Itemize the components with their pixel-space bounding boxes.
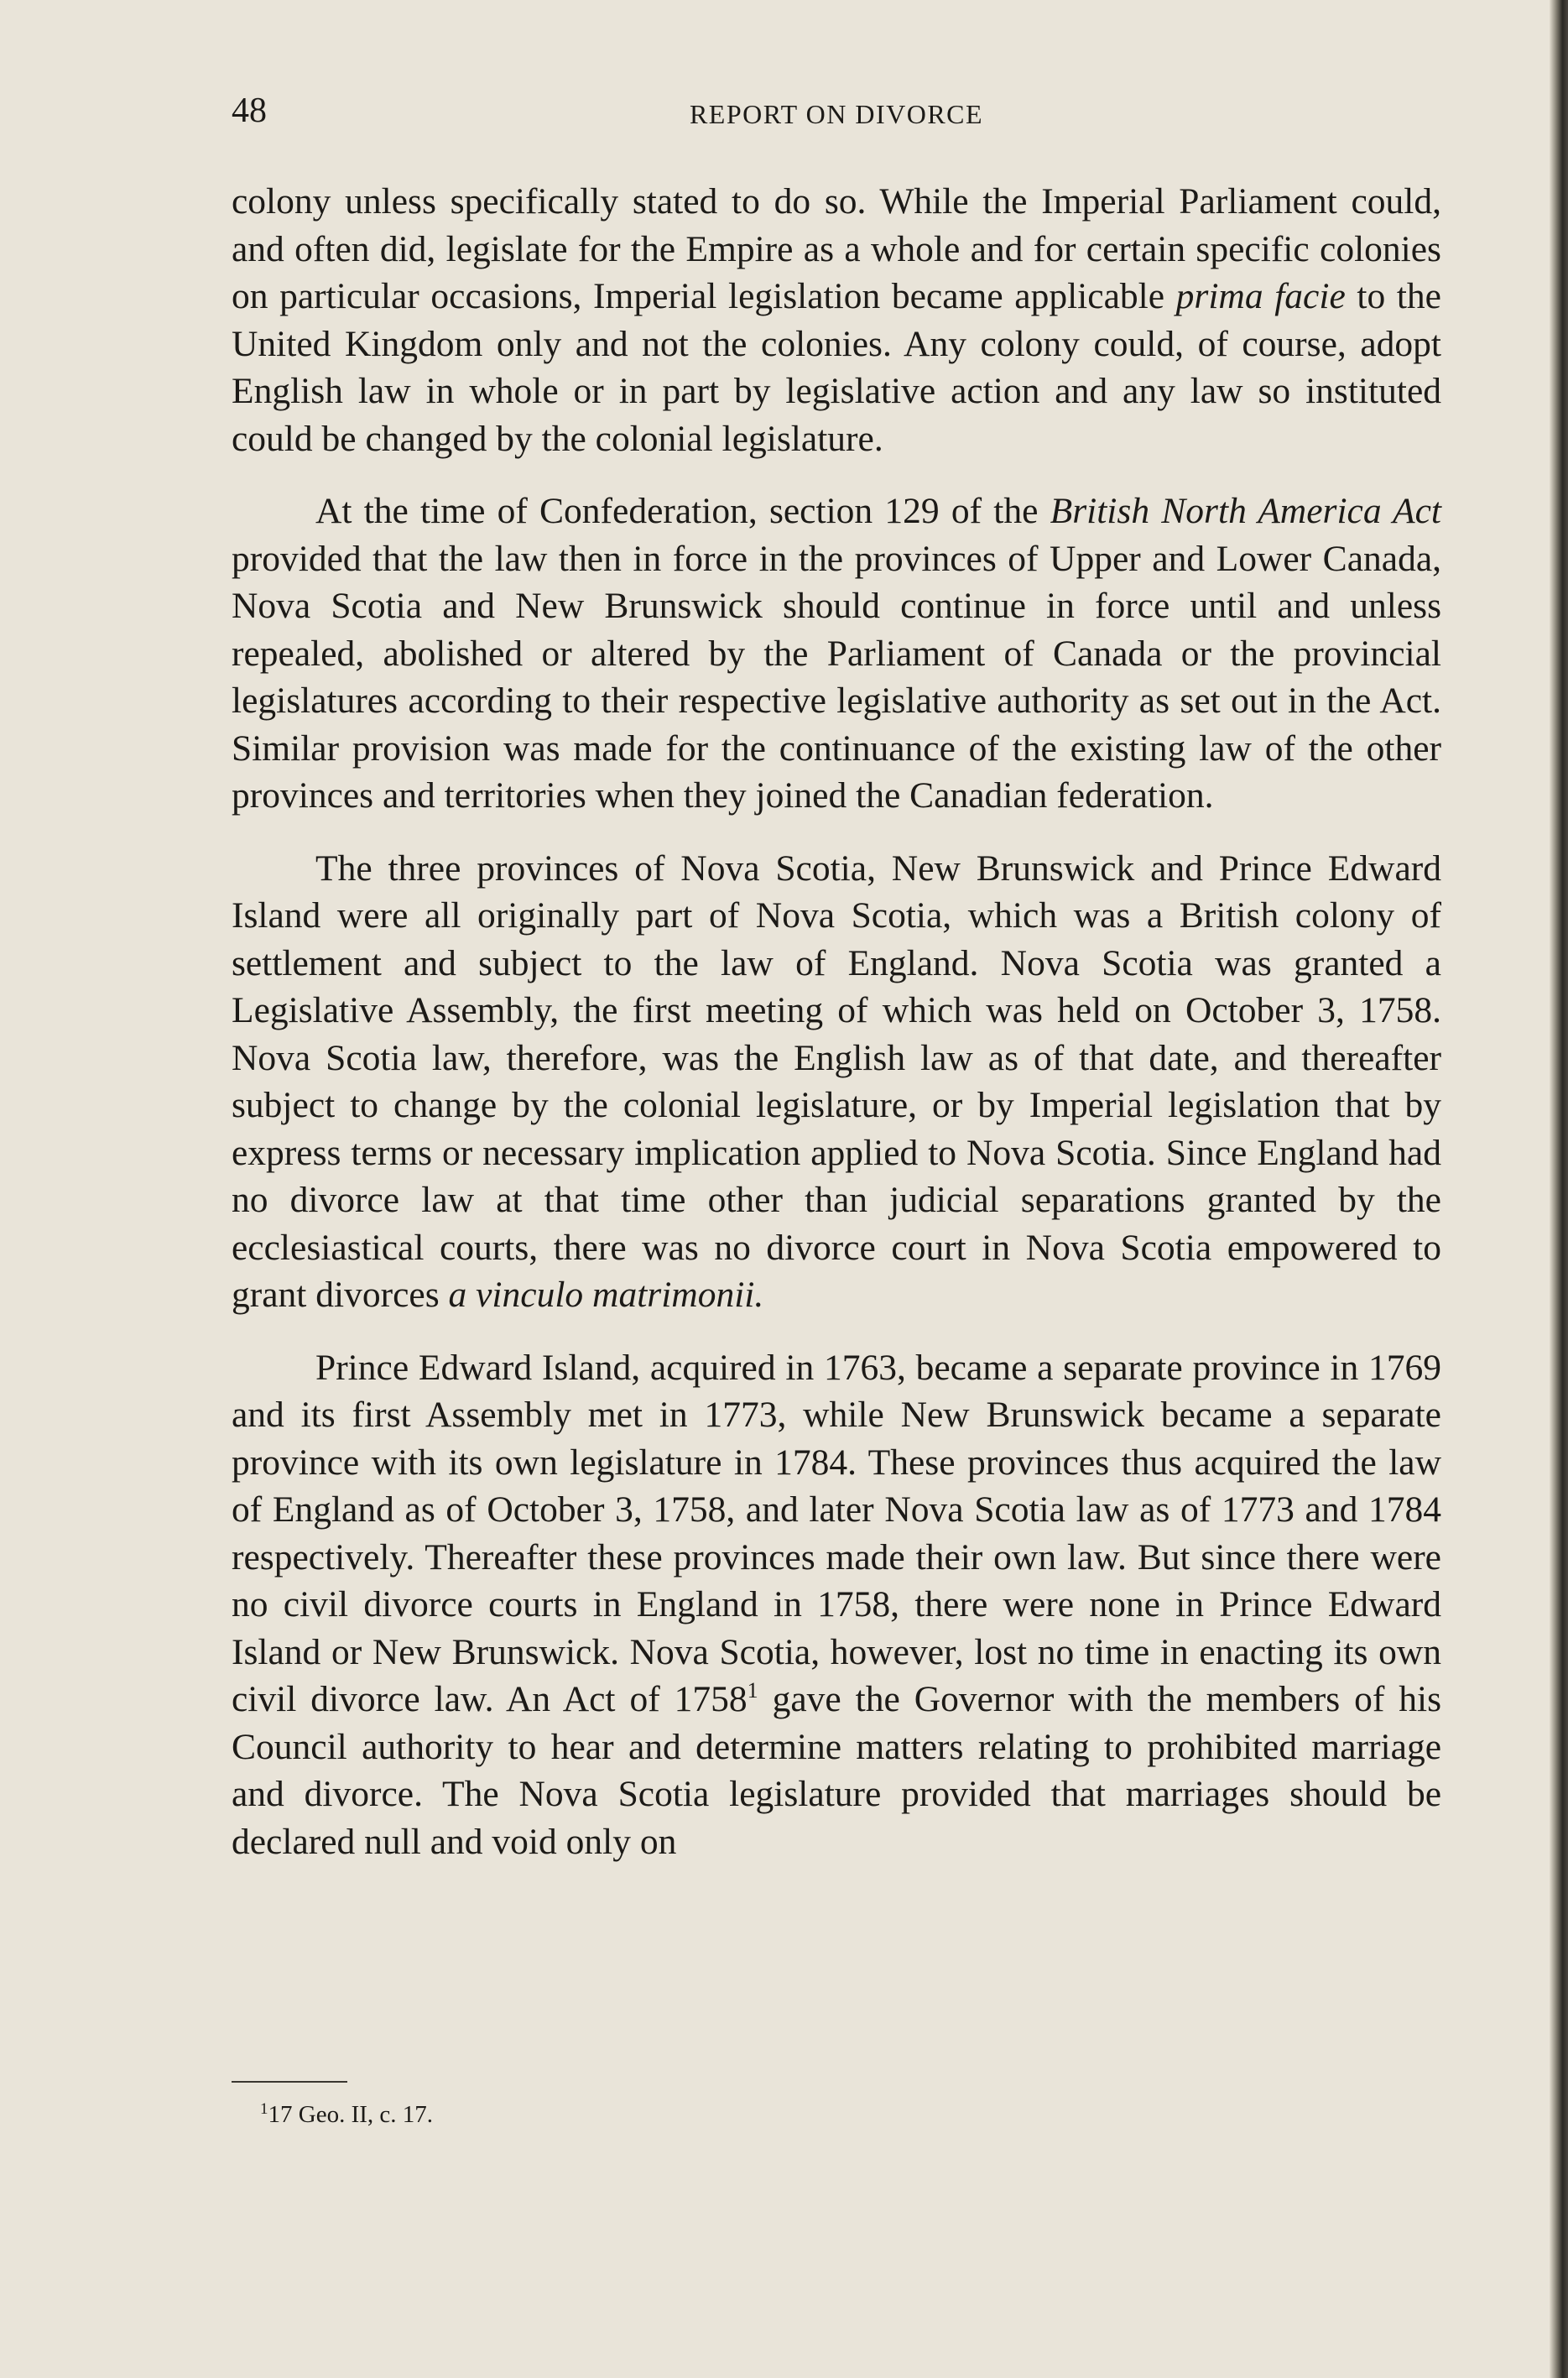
italic-text: British North America Act [1050, 491, 1441, 531]
paragraph-text: colony unless specifically stated to do so. While the Imperial Parliament could, and often did, legislate for the Empire as a whole and for certain specific colonies on particular occasions, Imperial legislation became applicable [232, 181, 1441, 316]
page-number: 48 [232, 91, 267, 130]
page-header [232, 91, 1441, 141]
paragraph-text: gave the Governor with the members of his Council authority to hear and determine matters relating to prohibited marriage and divorce. The Nova Scotia legislature provided that marriages should be declared null and void only on [232, 1679, 1442, 1862]
page-binding-edge [1550, 0, 1568, 2378]
paragraph [232, 488, 1441, 820]
paragraph-text: Prince Edward Island, acquired in 1763, became a separate province in 1769 and its first Assembly met in 1773, while New Brunswick became a separate province with its own legislature in 1784. These provinces thus acquired the law of England as of October 3, 1758, and later Nova Scotia law as of 1773 and 1784 respectively. Thereafter these provinces made their own law. But since there were no civil divorce courts in England in 1758, there were none in Prince Edward Island or New Brunswick. Nova Scotia, however, lost no time in enacting its own civil divorce law. An Act of 1758 [232, 1347, 1441, 1719]
footnote-text: 17 Geo. II, c. 17. [268, 2101, 434, 2128]
paragraph-text: At the time of Confederation, section 129 of the [315, 491, 1050, 531]
running-title: REPORT ON DIVORCE [689, 99, 984, 129]
footnote [232, 2098, 1099, 2131]
footnote-marker: 1 [260, 2100, 268, 2118]
paragraph [232, 845, 1441, 1319]
italic-text: a vinculo matrimonii. [448, 1275, 764, 1315]
body-text [232, 178, 1441, 1890]
footnote-rule [232, 2081, 347, 2083]
paragraph-text: The three provinces of Nova Scotia, New Brunswick and Prince Edward Island were all originally part of Nova Scotia, which was a British colony of settlement and subject to the law of England. Nova Scotia was granted a Legislative Assembly, the first meeting of which was held on October 3, 1758. Nova Scotia law, therefore, was the English law as of that date, and thereafter subject to change by the colonial legislature, or by Imperial legislation that by express terms or necessary implication applied to Nova Scotia. Since England had no divorce law at that time other than judicial separations granted by the ecclesiastical courts, there was no divorce court in Nova Scotia empowered to grant divorces [232, 847, 1441, 1315]
paragraph-text: provided that the law then in force in the provinces of Upper and Lower Canada, Nova Scotia and New Brunswick should continue in force until and unless repealed, abolished or altered by the Parliament of Canada or the provincial legislatures according to their respective legislative authority as set out in the Act. Similar provision was made for the continuance of the existing law of the other provinces and territories when they joined the Canadian federation. [232, 538, 1441, 816]
paragraph [232, 178, 1441, 462]
paragraph-text: to the United Kingdom only and not the colonies. Any colony could, of course, adopt English law in whole or in part by legislative action and any law so instituted could be changed by the colonial legislature. [232, 276, 1441, 459]
paragraph [232, 1344, 1441, 1866]
footnote-reference: 1 [747, 1678, 758, 1703]
italic-text: prima facie [1175, 276, 1346, 316]
